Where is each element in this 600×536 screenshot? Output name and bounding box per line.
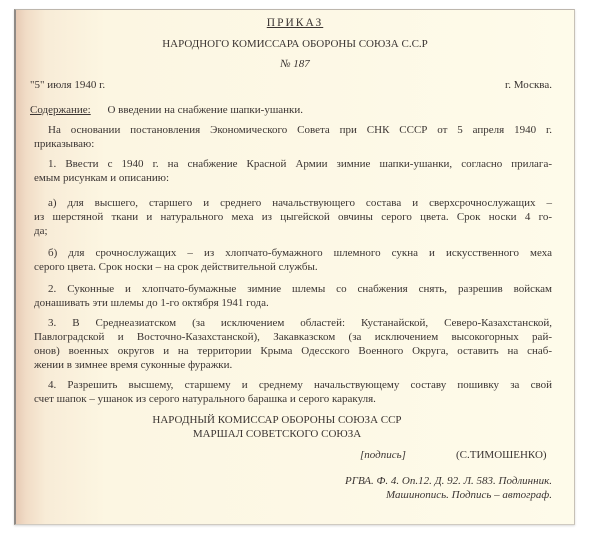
order-number: № 187 — [280, 58, 310, 70]
paragraph-3-line-4: жении в зимнее время суконные фуражки. — [34, 359, 233, 371]
intro-line-2: приказываю: — [34, 138, 95, 150]
document-page — [14, 9, 575, 525]
paragraph-1b-line-1: б) для срочнослужащих – из хлопчато-бумажного шлемного сукна и искусственного меха — [48, 247, 552, 259]
signatory-position-1: НАРОДНЫЙ КОМИССАР ОБОРОНЫ СОЮЗА ССР — [152, 414, 402, 426]
paragraph-1-line-1: 1. Ввести с 1940 г. на снабжение Красной Армии зимние шапки-ушанки, согласно прилага- — [48, 158, 552, 170]
paragraph-4-line-2: счет шапок – ушанок из серого натурального барашка и серого каракуля. — [34, 393, 376, 405]
content-label: Содержание: — [30, 104, 91, 116]
archive-note: Машинопись. Подпись – автограф. — [386, 489, 552, 501]
paragraph-2-line-1: 2. Суконные и хлопчато-бумажные зимние шлемы со снабжения снять, разрешив войскам — [48, 283, 552, 295]
order-date: "5" июля 1940 г. — [30, 79, 106, 91]
paragraph-3-line-2: Павлоградской и Восточно-Казахстанской), Закавказском (за исключением высокогорных рай- — [34, 331, 552, 343]
signature-placeholder: [подпись] — [360, 449, 406, 461]
paragraph-1-line-2: емым рисункам и описанию: — [34, 172, 170, 184]
content-text: О введении на снабжение шапки-ушанки. — [107, 104, 304, 116]
paragraph-1b-line-2: серого цвета. Срок носки – на срок действительной службы. — [34, 261, 318, 273]
paragraph-3-line-3: онов) военных округов и на территории Крыма Одесского Военного Округа, оставить на снаб- — [34, 345, 552, 357]
document-subtitle: НАРОДНОГО КОМИССАРА ОБОРОНЫ СОЮЗА С.С.Р — [162, 38, 428, 50]
order-place: г. Москва. — [505, 79, 552, 91]
signatory-position-2: МАРШАЛ СОВЕТСКОГО СОЮЗА — [192, 428, 362, 440]
intro-line-1: На основании постановления Экономического Совета при СНК СССР от 5 апреля 1940 г. — [48, 124, 552, 136]
paragraph-1a-line-3: да; — [34, 225, 48, 237]
signatory-name: (С.ТИМОШЕНКО) — [456, 449, 547, 461]
paragraph-1a-line-2: из шерстяной ткани и натурального меха из цыгейской овчины серого цвета. Срок носки 4 го- — [34, 211, 552, 223]
paragraph-3-line-1: 3. В Среднеазиатском (за исключением областей: Кустанайской, Северо-Казахстанской, — [48, 317, 552, 329]
paragraph-4-line-1: 4. Разрешить высшему, старшему и среднему начальствующему составу пошивку за свой — [48, 379, 552, 391]
archive-reference: РГВА. Ф. 4. Оп.12. Д. 92. Л. 583. Подлинник. — [345, 475, 552, 487]
paragraph-1a-line-1: а) для высшего, старшего и среднего начальствующего состава и сверхсрочнослужащих – — [48, 197, 552, 209]
document-title: ПРИКАЗ — [266, 17, 324, 29]
paragraph-2-line-2: донашивать эти шлемы до 1-го октября 1941 года. — [34, 297, 269, 309]
